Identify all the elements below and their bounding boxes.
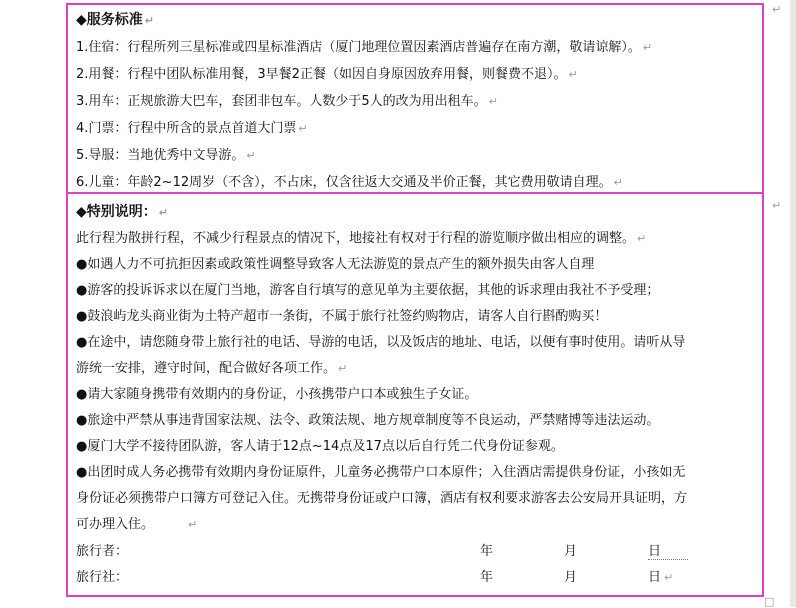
agency-label: 旅行社： (76, 570, 129, 585)
service-item-text: 1.住宿：行程所列三星标准或四星标准酒店（厦门地理位置因素酒店普遍存在南方潮，敬请谅解）。 (76, 40, 641, 55)
date-underline (648, 559, 688, 560)
service-item (76, 148, 256, 164)
return-mark: ↵ (664, 571, 674, 584)
service-standards-table (66, 3, 764, 194)
special-bullet (76, 465, 685, 481)
return-mark: ↵ (613, 176, 623, 189)
special-bullet (76, 387, 477, 403)
service-item-text: 6.儿童：年龄2~12周岁（不含），不占床，仅含往返大交通及半价正餐，其它费用敬请自理。 (76, 175, 612, 190)
special-bullet-text: ●出团时成人务必携带有效期内身份证原件，儿童务必携带户口本原件；入住酒店需提供身份证，小孩如无 (76, 465, 686, 480)
cell-end-mark: ↵ (772, 3, 782, 16)
return-mark: ↵ (637, 232, 647, 245)
return-mark: ↵ (298, 122, 308, 135)
special-bullet-text: ●如遇人力不可抗拒因素或政策性调整导致客人无法游览的景点产生的额外损失由客人自理 (76, 257, 595, 272)
special-bullet (76, 413, 659, 429)
month-label: 月 (564, 544, 578, 559)
service-item-text: 3.用车：正规旅游大巴车，套团非包车。人数少于5人的改为用出租车。 (76, 94, 487, 109)
traveler-label: 旅行者： (76, 544, 129, 559)
return-mark: ↵ (246, 149, 256, 162)
special-bullet (76, 283, 659, 299)
return-mark: ↵ (488, 95, 498, 108)
service-item-text: 2.用餐：行程中团队标准用餐，3早餐2正餐（如因自身原因放弃用餐，则餐费不退）。 (76, 67, 567, 82)
day-label: 日 (648, 570, 662, 585)
special-bullet-continued (76, 361, 347, 377)
special-bullet-text: ●在途中，请您随身带上旅行社的电话、导游的电话，以及饭店的地址、电话，以便有事时使用。请听从导 (76, 335, 686, 350)
service-title-text: ◆服务标准 (76, 12, 143, 28)
service-item (76, 67, 578, 83)
special-notes-table (66, 192, 764, 597)
day-label: 日 (648, 544, 662, 559)
cell-end-mark: ↵ (772, 199, 782, 212)
service-item (76, 40, 652, 56)
special-bullet-text: ●旅途中严禁从事违背国家法规、法令、政策法规、地方规章制度等不良运动，严禁赌博等违法运动。 (76, 413, 660, 428)
special-bullet-text: 可办理入住。 (76, 517, 155, 532)
return-mark: ↵ (338, 362, 348, 375)
special-bullet (76, 309, 607, 325)
return-mark: ↵ (158, 206, 168, 219)
special-bullet (76, 335, 685, 351)
return-mark: ↵ (642, 41, 653, 54)
special-bullet-continued (76, 517, 197, 533)
special-bullet-text: 身份证必须携带户口簿方可登记入住。无携带身份证或户口簿，酒店有权利要求游客去公安局开具证明，方 (76, 491, 688, 506)
page-margin-strip (790, 0, 796, 607)
month-label: 月 (564, 570, 578, 585)
service-item (76, 94, 498, 110)
return-mark: ↵ (568, 68, 578, 81)
table-corner-mark: □ (764, 595, 775, 608)
special-bullet-continued (76, 491, 687, 507)
special-intro (76, 231, 646, 247)
return-mark: ↵ (188, 518, 198, 531)
special-bullet (76, 257, 594, 273)
special-bullet-text: ●游客的投诉诉求以在厦门当地，游客自行填写的意见单为主要依据，其他的诉求理由我社不予受理； (76, 283, 660, 298)
service-item (76, 121, 308, 137)
return-mark: ↵ (144, 14, 154, 27)
special-bullet-text: ●鼓浪屿龙头商业街为土特产超市一条街，不属于旅行社签约购物店，请客人自行斟酌购买！ (76, 309, 608, 324)
special-bullet-text: 游统一安排，遵守时间，配合做好各项工作。 (76, 361, 337, 376)
special-bullet (76, 439, 564, 455)
service-item-text: 4.门票：行程中所含的景点首道大门票 (76, 121, 297, 136)
special-bullet-text: ●厦门大学不接待团队游，客人请于12点~14点及17点以后自行凭二代身份证参观。 (76, 439, 564, 454)
special-title-text: ◆特别说明： (76, 204, 157, 220)
year-label: 年 (480, 570, 494, 585)
special-title (76, 204, 168, 221)
year-label: 年 (480, 544, 494, 559)
service-item (76, 175, 623, 191)
service-item-text: 5.导服：当地优秀中文导游。 (76, 148, 245, 163)
special-intro-text: 此行程为散拼行程，不减少行程景点的情况下，地接社有权对于行程的游览顺序做出相应的调整。 (76, 231, 636, 246)
special-bullet-text: ●请大家随身携带有效期内的身份证，小孩携带户口本或独生子女证。 (76, 387, 478, 402)
service-title (76, 12, 154, 29)
